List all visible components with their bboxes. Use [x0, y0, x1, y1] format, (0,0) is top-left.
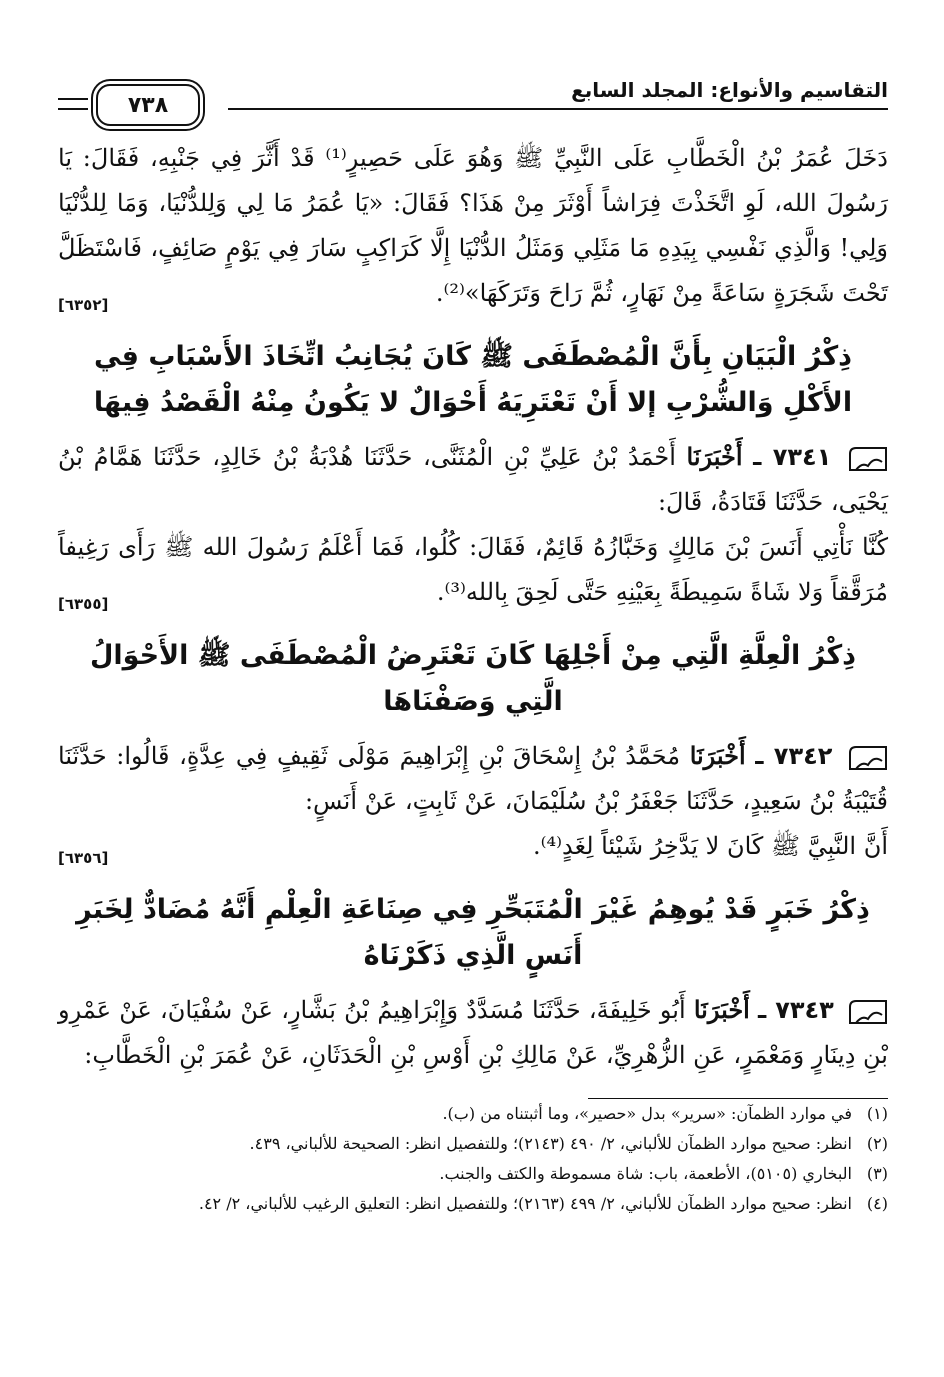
- footnote-text: البخاري (٥١٠٥)، الأطعمة، باب: شاة مسموطة والكتف والجنب.: [439, 1164, 852, 1183]
- footnote: [58, 1129, 888, 1159]
- hadith-number: ٧٣٤٢ ـ: [755, 742, 833, 770]
- footnote-number: (١): [866, 1104, 888, 1123]
- akhbarana: أَخْبَرَنَا: [689, 741, 746, 770]
- hadith-matn: أَنَّ النَّبِيَّ ﷺ كَانَ لا يَدَّخِرُ شَيْئاً لِغَدٍ⁽⁴⁾.: [532, 832, 888, 860]
- hadith-matn: كُنَّا نَأْتِي أَنَسَ بْنَ مَالِكٍ وَخَبَّازُهُ قَائِمٌ، فَقَالَ: كُلُوا، فَمَا أَعْلَمُ رَسُولَ الله ﷺ رَأَى رَغِيفاً مُرَقَّقاً وَلا شَاةً سَمِيطَةً بِعَيْنِهِ حَتَّى لَحِقَ بِالله⁽³⁾.: [58, 533, 888, 606]
- footnote-number: (٢): [866, 1134, 888, 1153]
- hadith-number: ٧٣٤٣ ـ: [758, 996, 834, 1024]
- hadith-number: ٧٣٤١ ـ: [753, 443, 832, 471]
- isnad-text: مُحَمَّدُ بْنُ إِسْحَاقَ بْنِ إِبْرَاهِيمَ مَوْلَى ثَقِيفٍ فِي عِدَّةٍ، قَالُوا: حَدَّثَنَا قُتَيْبَةُ بْنُ سَعِيدٍ، حَدَّثَنَا جَعْفَرُ بْنُ سُلَيْمَانَ، عَنْ ثَابِتٍ، عَنْ أَنَسٍ:: [58, 742, 888, 815]
- reference-number: [٦٣٥٦]: [58, 849, 109, 867]
- fasl-icon: [848, 743, 888, 773]
- footnotes: [58, 1099, 888, 1219]
- footnote-number: (٣): [866, 1164, 888, 1183]
- hadith-isnad: [58, 733, 888, 824]
- fasl-icon: [848, 444, 888, 474]
- akhbarana: أَخْبَرَنَا: [686, 442, 743, 471]
- running-title: التقاسيم والأنواع: المجلد السابع: [571, 78, 888, 102]
- footnote-text: انظر: صحيح موارد الظمآن للألباني، ٢/ ٤٩٠ (٢١٤٣)؛ وللتفصيل انظر: الصحيحة للألباني، ٤٣٩.: [249, 1134, 852, 1153]
- hadith-7342: [58, 733, 888, 869]
- section-title-3: ذِكْرُ خَبَرٍ قَدْ يُوهِمُ غَيْرَ الْمُتَبَحِّرِ فِي صِنَاعَةِ الْعِلْمِ أَنَّهُ مُضَادٌّ لِخَبَرِ أَنَسٍ الَّذِي ذَكَرْنَاهُ: [76, 894, 870, 971]
- reference-number: [٦٣٥٢]: [58, 296, 109, 314]
- paragraph-1: [58, 136, 888, 316]
- header-double-line: [58, 98, 88, 110]
- footnote: [58, 1189, 888, 1219]
- section-title-1: ذِكْرُ الْبَيَانِ بِأَنَّ الْمُصْطَفَى ﷺ كَانَ يُجَانِبُ اتِّخَاذَ الأَسْبَابِ فِي الأَكْلِ وَالشُّرْبِ إلا أَنْ تَعْتَرِيَهُ أَحْوَالٌ لا يَكُونُ مِنْهُ الْقَصْدُ فِيهَا: [93, 341, 853, 418]
- footnote: [58, 1159, 888, 1189]
- isnad-text: أَبُو خَلِيفَةَ، حَدَّثَنَا مُسَدَّدٌ وَإِبْرَاهِيمُ بْنُ بَشَّارٍ، عَنْ سُفْيَانَ، عَنْ عَمْرِو بْنِ دِينَارٍ وَمَعْمَرٍ، عَنِ الزُّهْرِيِّ، عَنْ مَالِكِ بْنِ أَوْسِ بْنِ الْحَدَثَانِ، عَنْ عُمَرَ بْنِ الْخَطَّابِ:: [58, 996, 888, 1069]
- hadith-7341: [58, 434, 888, 615]
- hadith-7343: [58, 987, 888, 1078]
- footnote-text: انظر: صحيح موارد الظمآن للألباني، ٢/ ٤٩٩ (٢١٦٣)؛ وللتفصيل انظر: التعليق الرغيب للألباني، ٢/ ٤٢.: [198, 1194, 852, 1213]
- fasl-icon: [848, 997, 888, 1027]
- section-title-2: ذِكْرُ الْعِلَّةِ الَّتِي مِنْ أَجْلِهَا كَانَ تَعْتَرِضُ الْمُصْطَفَى ﷺ الأَحْوَالُ الَّتِي وَصَفْنَاهَا: [89, 640, 857, 717]
- reference-number: [٦٣٥٥]: [58, 595, 109, 613]
- akhbarana: أَخْبَرَنَا: [693, 995, 750, 1024]
- isnad-text: أَحْمَدُ بْنُ عَلِيِّ بْنِ الْمُثَنَّى، حَدَّثَنَا هُدْبَةُ بْنُ خَالِدٍ، حَدَّثَنَا هَمَّامُ بْنُ يَحْيَى، حَدَّثَنَا قَتَادَةُ، قَالَ:: [58, 443, 888, 516]
- paragraph-text: دَخَلَ عُمَرُ بْنُ الْخَطَّابِ عَلَى النَّبِيِّ ﷺ وَهُوَ عَلَى حَصِيرٍ⁽¹⁾ قَدْ أَثَّرَ فِي جَنْبِهِ، فَقَالَ: يَا رَسُولَ الله، لَوِ اتَّخَذْتَ فِرَاشاً أَوْثَرَ مِنْ هَذَا؟ فَقَالَ: «يَا عُمَرُ مَا لِي وَلِلدُّنْيَا، وَمَا لِلدُّنْيَا وَلِي! وَالَّذِي نَفْسِي بِيَدِهِ مَا مَثَلِي وَمَثَلُ الدُّنْيَا إِلَّا كَرَاكِبٍ سَارَ فِي يَوْمٍ صَائِفٍ، فَاسْتَظَلَّ تَحْتَ شَجَرَةٍ سَاعَةً مِنْ نَهَارٍ، ثُمَّ رَاحَ وَتَرَكَهَا»⁽²⁾.: [58, 144, 888, 307]
- header-rule: [228, 108, 888, 110]
- hadith-isnad: [58, 987, 888, 1078]
- footnote-text: في موارد الظمآن: «سرير» بدل «حصير»، وما أثبتناه من (ب).: [442, 1104, 852, 1123]
- page-number: ٧٣٨: [96, 84, 200, 126]
- page: [58, 72, 888, 1219]
- hadith-isnad: [58, 434, 888, 525]
- footnote: [58, 1099, 888, 1129]
- page-header: [58, 72, 888, 136]
- footnote-number: (٤): [866, 1194, 888, 1213]
